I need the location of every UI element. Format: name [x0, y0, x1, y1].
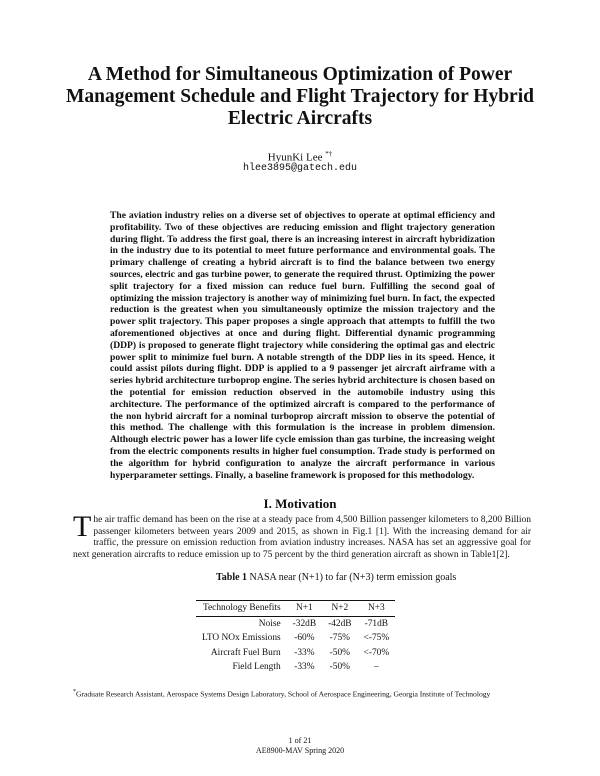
footnote-mark: * — [73, 689, 76, 695]
table-row — [196, 646, 395, 661]
table-cell: LTO NOx Emissions — [202, 633, 281, 644]
table-cell: -75% — [329, 633, 350, 644]
title-line-2: Management Schedule and Flight Trajectory for Hybrid — [66, 86, 534, 107]
footnote — [73, 689, 533, 699]
table-row — [196, 660, 395, 675]
table-caption-text: NASA near (N+1) to far (N+3) term emission goals — [249, 572, 457, 583]
abstract: The aviation industry relies on a diverse set of objectives to operate at optimal efficiency and profitability. Two of these objectives are reducing emission and flight trajectory generation during flight. To address the first goal, there is an increasing interest in aircraft hybridization in the industry due to its potential to meet future performance and environmental goals. The primary challenge of creating a hybrid aircraft is to find the balance between two energy sources, electric and gas turbine power, to generate the required thrust. Optimizing the power split trajectory for a fixed mission can reduce fuel burn. Fulfilling the second goal of optimizing the mission trajectory is another way of minimizing fuel burn. In fact, the expected reduction is the greatest when you simultaneously optimize the mission trajectory and the power split trajectory. This paper proposes a single approach that attempts to fulfill the two aforementioned objectives at once and during flight. Differential dynamic programming (DDP) is proposed to generate flight trajectory while considering the optimal gas and electric power split to minimize fuel burn. A notable strength of the DDP lies in its speed. Hence, it could assist pilots during flight. DDP is applied to a 9 passenger jet aircraft airframe with a series hybrid architecture turboprop engine. The series hybrid architecture is chosen based on the potential for emission reduction observed in the automobile industry using this architecture. The performance of the optimized aircraft is compared to the performance of the non hybrid aircraft for a nominal turboprop aircraft mission to observe the potential of this method. The challenge with this formulation is the increase in problem dimension. Although electric power has a lower life cycle emission than gas turbine, the increasing weight from the electric components results in higher fuel consumption. Trade study is performed on the algorithm for hybrid configuration to analyze the aircraft performance in various hyperparameter settings. Finally, a baseline framework is proposed for this methodology. — [110, 210, 495, 481]
table-cell: <-75% — [363, 633, 390, 644]
table-cell: -50% — [329, 647, 350, 658]
author-name: HyunKi Lee — [267, 151, 323, 164]
section-heading: I. Motivation — [263, 496, 337, 511]
table-header-cell: N+3 — [358, 601, 396, 617]
table-header-cell: Technology Benefits — [196, 601, 287, 617]
table-caption — [216, 572, 496, 584]
paper-title — [60, 64, 540, 130]
table-row — [196, 631, 395, 646]
author-marks: *† — [325, 150, 333, 158]
table-cell: – — [373, 662, 379, 673]
table-cell: -42dB — [328, 618, 352, 629]
course-label: AE8900-MAV Spring 2020 — [255, 746, 345, 755]
table-header-cell: N+1 — [287, 601, 322, 617]
author-line — [0, 150, 600, 164]
table-row — [196, 616, 395, 631]
table-cell: -33% — [294, 647, 315, 658]
table-cell: -60% — [294, 633, 315, 644]
table-header-row — [196, 601, 395, 617]
table-cell: <-70% — [363, 647, 390, 658]
title-line-1: A Method for Simultaneous Optimization of Power — [87, 64, 513, 85]
title-line-3: Electric Aircrafts — [227, 108, 373, 129]
table-header-cell: N+2 — [322, 601, 357, 617]
table-label: Table 1 — [216, 572, 248, 583]
table-cell: Aircraft Fuel Burn — [210, 647, 281, 658]
table-cell: -33% — [294, 662, 315, 673]
footnote-text: Graduate Research Assistant, Aerospace Systems Design Laboratory, School of Aerospace Engineering, Georgia Institute of Technology — [76, 689, 491, 699]
table-cell: -32dB — [292, 618, 317, 629]
author-email[interactable]: hlee3895@gatech.edu — [242, 163, 358, 174]
table-cell: Noise — [258, 618, 281, 629]
table-cell: Field Length — [232, 662, 281, 673]
drop-cap: T — [73, 510, 92, 543]
body-text: he air traffic demand has been on the rise at a steady pace from 4,500 Billion passenger kilometers to 8,200 Billion passenger kilometers between years 2009 and 2015, as shown in Fig.1 [1]. With the increasing demand for air traffic, the pressure on emission reduction from aviation industry increases. NASA has set an aggressive goal for next generation aircrafts to reduce emission up to 75 percent by the third generation aircraft as shown in Table1[2]. — [73, 515, 531, 560]
page-number: 1 of 21 — [288, 736, 312, 745]
emission-goals-table — [196, 600, 395, 675]
body-paragraph — [73, 510, 531, 561]
table-cell: -50% — [329, 662, 350, 673]
table-cell: -71dB — [364, 618, 389, 629]
